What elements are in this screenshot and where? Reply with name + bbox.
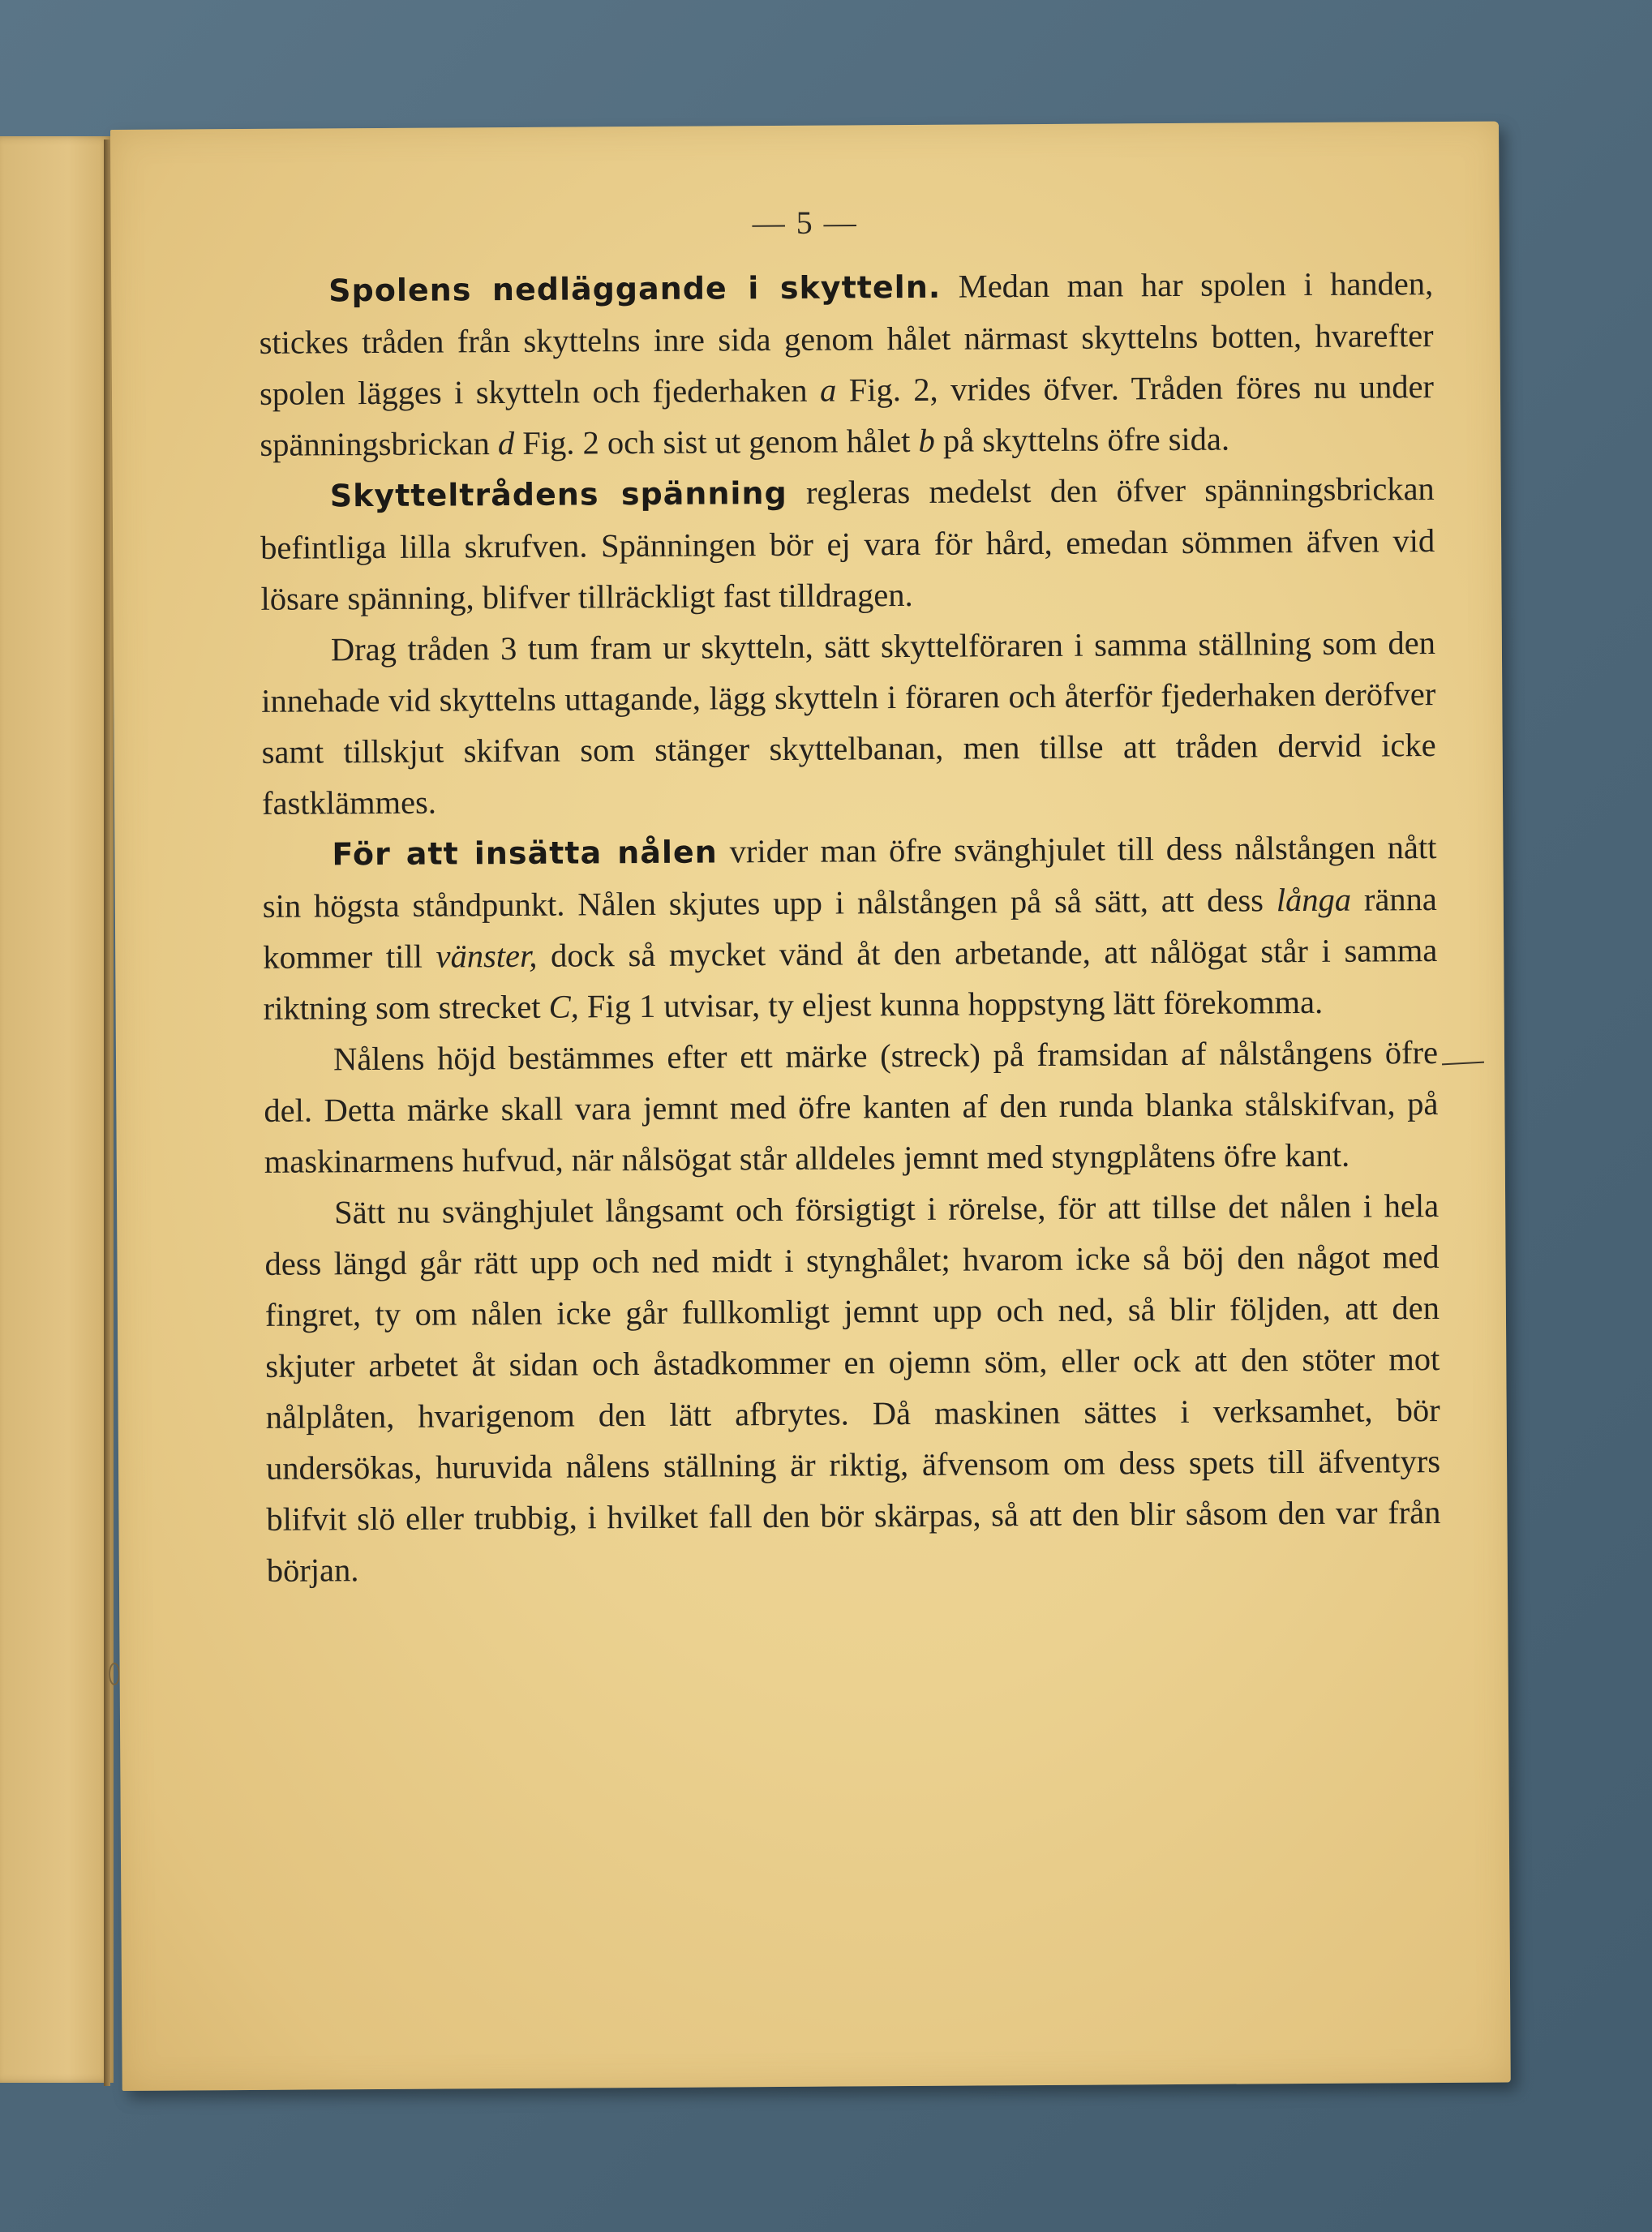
paragraph-text: Fig 1 utvisar, ty eljest kunna hoppstyng lätt förekomma. <box>578 983 1324 1025</box>
heading-skytteltradens-spanning: Skytteltrådens spänning <box>329 474 787 514</box>
italic-letter: C, <box>548 988 579 1025</box>
italic-letter: b <box>918 422 935 459</box>
italic-letter: d <box>497 424 515 462</box>
binding-stitch <box>109 1663 120 1685</box>
paragraph-text: vrider man öfre svänghjulet till dess nålstången nått sin högsta ståndpunkt. Nålen skjutes upp i nålstången på så sätt, att dess <box>262 829 1437 925</box>
paragraph-text: på skyttelns öfre sida. <box>934 420 1230 459</box>
paragraph-skytteltradens-spanning <box>260 463 1435 625</box>
left-page-edge <box>0 136 114 2083</box>
book-spine <box>104 140 110 2086</box>
paragraph-text: Fig. 2, vrides öfver. Tråden föres nu under spänningsbrickan <box>260 368 1435 463</box>
italic-word: vänster, <box>436 937 538 975</box>
paragraph-nalens-hojd <box>264 1027 1439 1187</box>
paragraph-insatta-nalen <box>262 822 1438 1034</box>
paragraph-text: dock så mycket vänd åt den arbetande, att nålögat står i samma riktning som strecket <box>263 932 1438 1027</box>
paragraph-text: Fig. 2 och sist ut genom hålet <box>514 422 919 461</box>
heading-spolens-nedlaggande: Spolens nedläggande i skytteln. <box>328 268 942 309</box>
paragraph-spolens-nedlaggande <box>259 258 1435 470</box>
paragraph-text: Drag tråden 3 tum fram ur skytteln, sätt skyttelföraren i samma ställning som den innehade vid skyttelns uttagande, lägg skytteln i föraren och återför fjederhaken deröfver samt tillskjut skifvan som stänger skyttelbanan, men tillse att tråden dervid icke fastklämmes. <box>261 625 1436 822</box>
paragraph-text: Sätt nu svänghjulet långsamt och försigtigt i rörelse, för att tillse det nålen i hela dess längd går rätt upp och ned midt i stynghålet; hvarom icke så böj den något med fingret, ty om nålen icke går fullkomligt jemnt upp och ned, så blir följden, att den skjuter arbetet åt sidan och åstadkommer en ojemn söm, eller ock att den stöter mot nålplåten, hvarigenom den lätt afbrytes. Då maskinen sättes i verksamhet, bör undersökas, huruvida nålens ställning är riktig, äfvensom om dess spets till äfventyrs blifvit slö eller trubbig, i hvilket fall den bör skärpas, så att den blir såsom den var från början. <box>264 1187 1441 1589</box>
italic-letter: a <box>819 371 837 409</box>
paragraph-text: Medan man har spolen i handen, stickes tråden från skyttelns inre sida genom hålet närmast skyttelns botten, hvarefter spolen lägges i skytteln och fjederhaken <box>259 265 1434 412</box>
page-body <box>259 258 1441 1596</box>
paragraph-text: Nålens höjd bestämmes efter ett märke (streck) på framsidan af nålstångens öfre del. Detta märke skall vara jemnt med öfre kanten af den runda blanka stålskifvan, på maskinarmens hufvud, när nålsögat står alldeles jemnt med styngplåtens öfre kant. <box>264 1034 1439 1180</box>
paragraph-text: regleras medelst den öfver spänningsbrickan befintliga lilla skrufven. Spänningen bör ej vara för hård, emedan sömmen äfven vid lösare spänning, blifver tillräckligt fast tilldragen. <box>260 470 1435 617</box>
paragraph-drag-traden <box>261 617 1437 829</box>
italic-word: långa <box>1276 881 1352 919</box>
page-number: — 5 — <box>752 204 858 242</box>
book-page <box>110 122 1511 2091</box>
paragraph-text: ränna kommer till <box>263 881 1437 976</box>
paragraph-satt-svanghjulet <box>264 1180 1441 1596</box>
heading-insatta-nalen: För att insätta nålen <box>332 834 718 873</box>
